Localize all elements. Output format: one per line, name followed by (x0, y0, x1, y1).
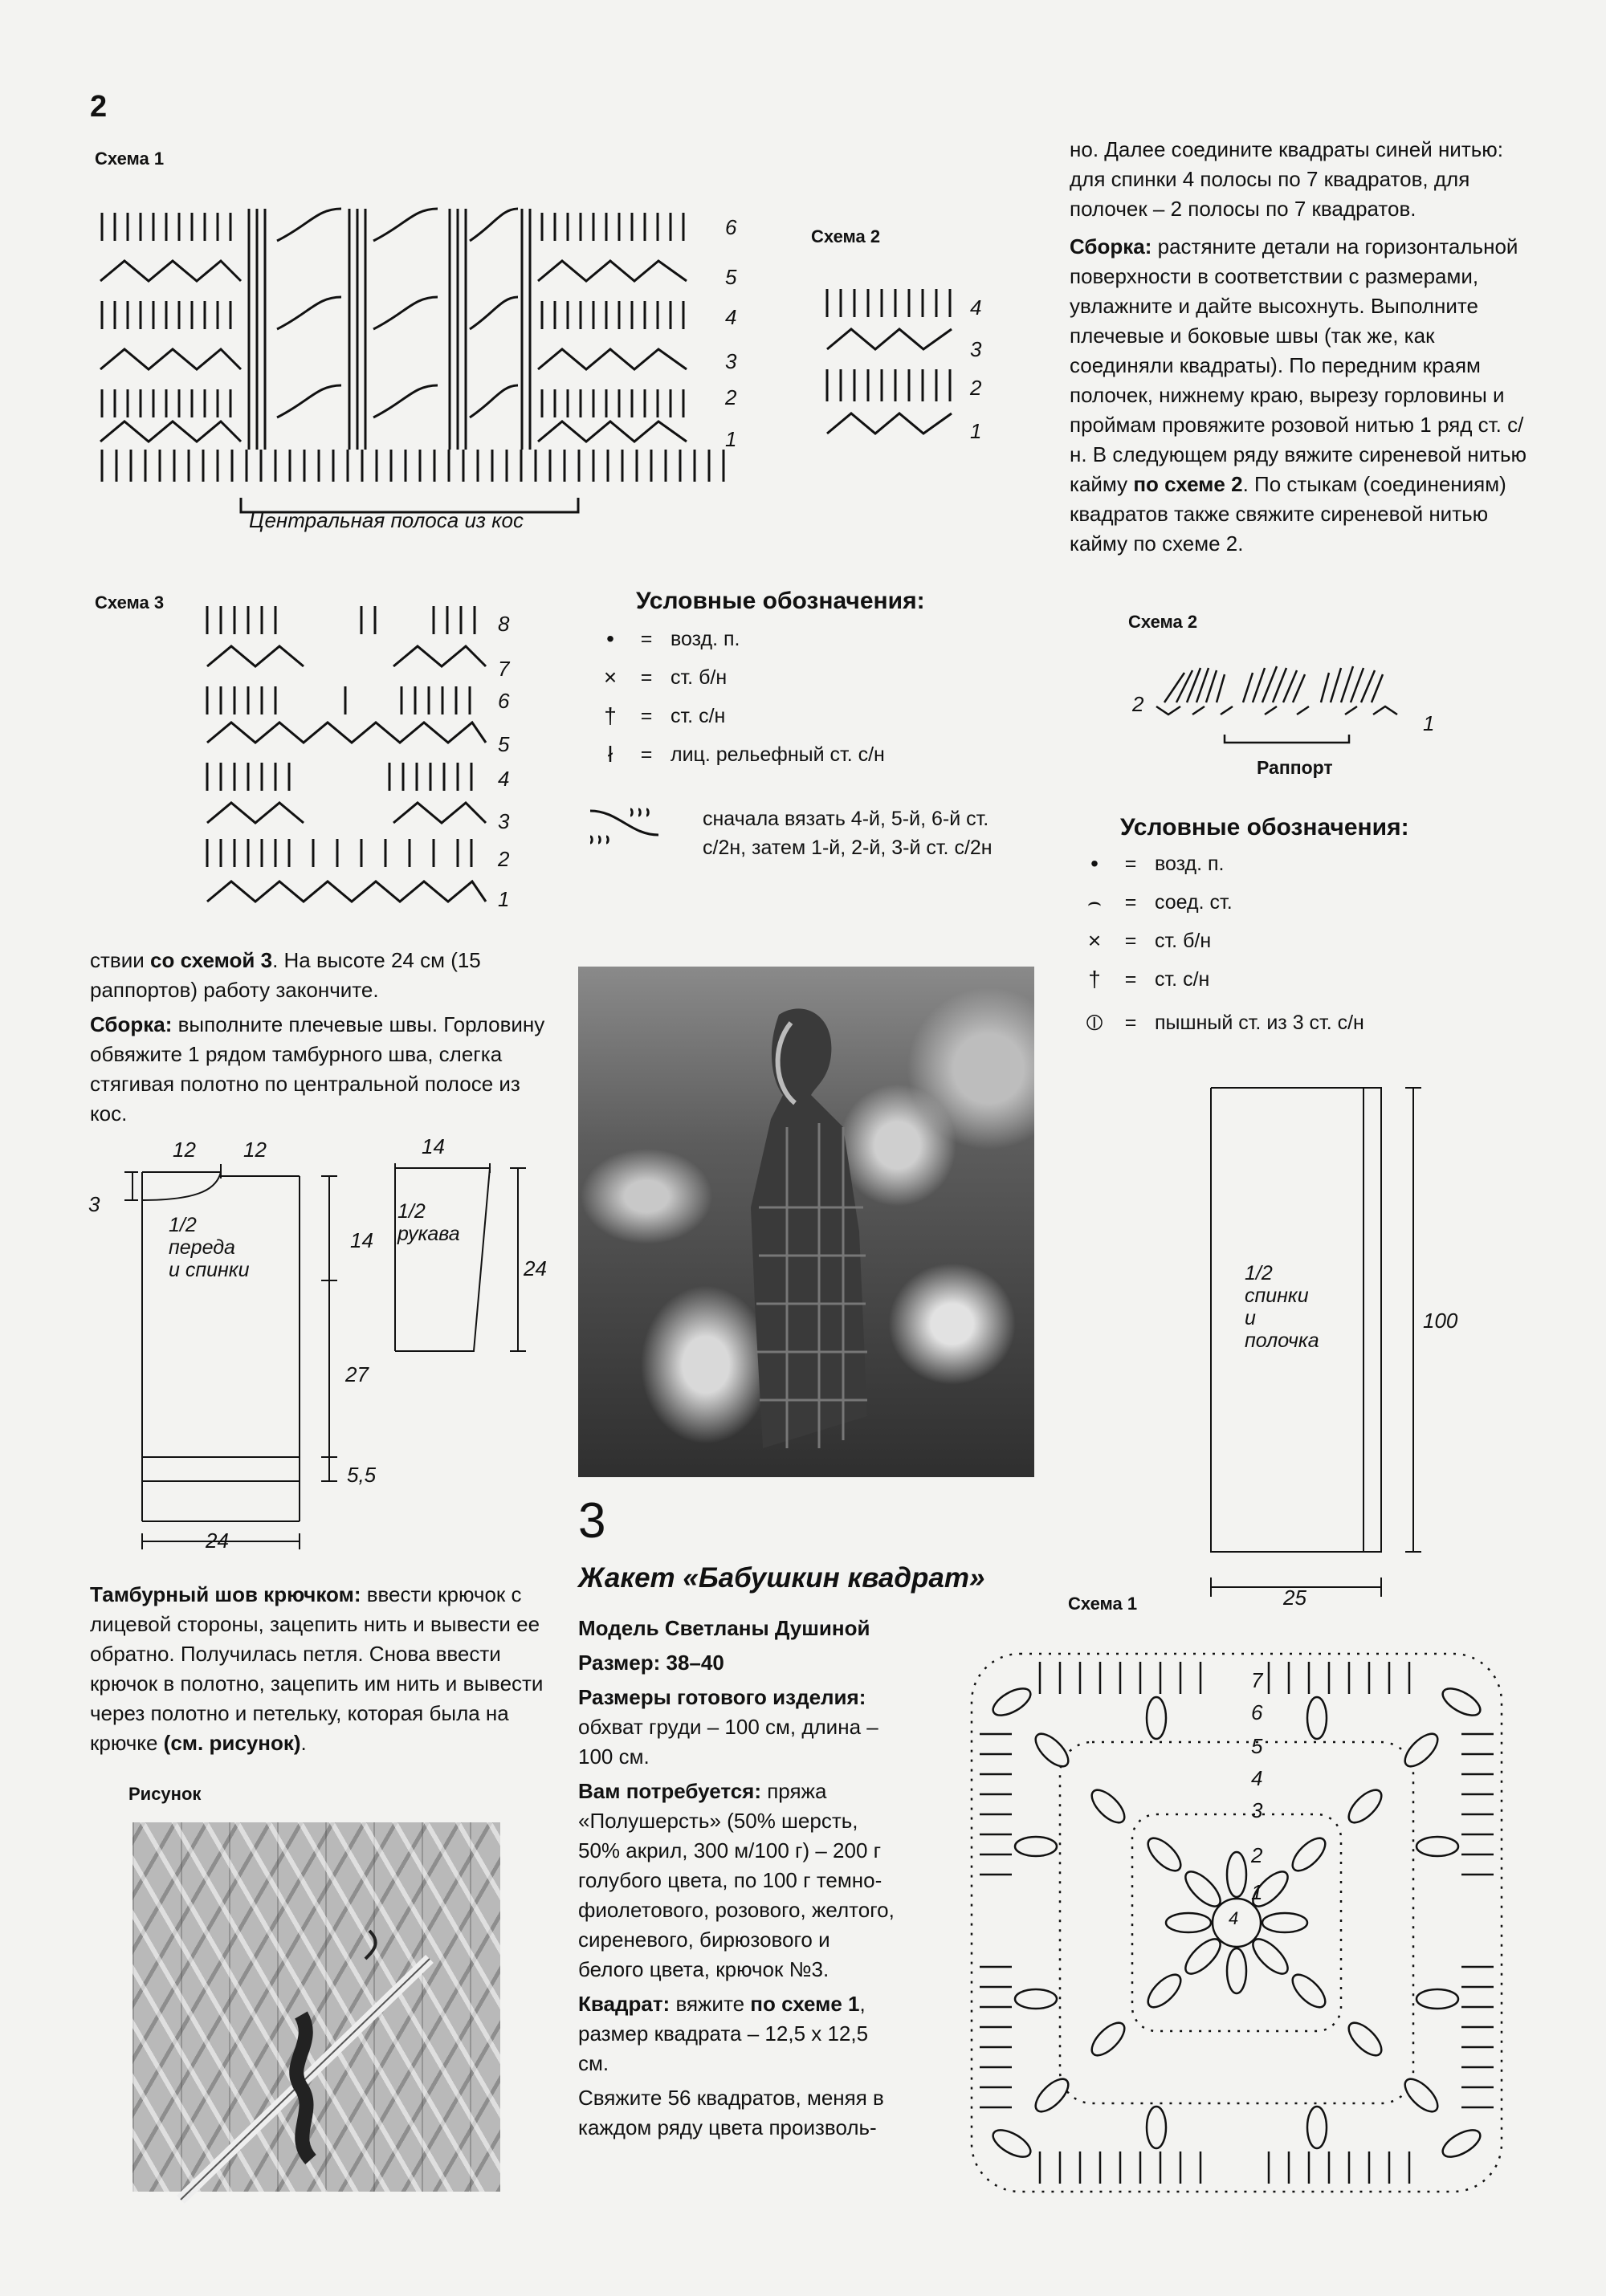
cable-icon (586, 803, 666, 851)
assembly-label-right: Сборка: (1070, 234, 1152, 259)
text-span: . (300, 1731, 307, 1755)
square-row-5: 5 (1251, 1734, 1263, 1758)
dim-armhole: 14 (350, 1228, 373, 1252)
square-row-2: 2 (1251, 1843, 1263, 1867)
text-span: . На высоте 24 см (15 раппортов) работу закончите. (90, 948, 481, 1002)
legend-right-text: ст. с/н (1155, 967, 1210, 991)
dim-length-100: 100 (1423, 1309, 1458, 1333)
scheme1-top-diagram (92, 193, 735, 514)
figure-title: Рисунок (128, 1784, 202, 1804)
materials-label: Вам потребуется: (578, 1779, 761, 1803)
square-row-4: 4 (1251, 1766, 1263, 1790)
dim-width: 24 (206, 1529, 229, 1553)
legend-left-item-chain: • = возд. п. (598, 626, 740, 652)
finished-size-label: Размеры готового изделия: (578, 1685, 866, 1709)
scheme1-ref: по схеме 1 (750, 1992, 860, 2016)
scheme2-right-row-1: 1 (1423, 711, 1435, 735)
legend-left-text: лиц. рельефный ст. с/н (671, 743, 885, 766)
scheme3-row-5: 5 (498, 732, 510, 756)
dim-hem: 5,5 (347, 1463, 377, 1487)
scheme3-title: Схема 3 (95, 592, 165, 613)
legend-right-item-slip: ⌢ = соед. ст. (1082, 889, 1233, 916)
legend-right-text: возд. п. (1155, 852, 1225, 875)
scheme2-top-row-2: 2 (970, 376, 982, 400)
right-paragraph-1: но. Далее соедините квадраты синей нитью: для спинки 4 полосы по 7 квадратов, для полочек – 2 полосы по 7 квадратов. (1070, 137, 1504, 221)
figure-ref: (см. рисунок) (163, 1731, 301, 1755)
scheme3-row-8: 8 (498, 612, 510, 636)
dim-sleeve-length: 24 (524, 1256, 547, 1280)
left-text-block (90, 946, 552, 1129)
scheme3-row-3: 3 (498, 809, 510, 833)
scheme2-right-row-2: 2 (1132, 692, 1144, 716)
finished-size-text: обхват груди – 100 см, длина – 100 см. (578, 1715, 878, 1769)
dim-body: 27 (345, 1362, 369, 1386)
scheme2-ref: по схеме 2 (1133, 472, 1243, 496)
dim-shoulder-width: 12 (243, 1138, 267, 1162)
legend-left-item-dc: † = ст. с/н (598, 703, 725, 729)
dot-icon: • (1090, 851, 1099, 876)
label-line: 1/2 (169, 1214, 197, 1236)
label-line: переда (169, 1236, 235, 1259)
label-line: 1/2 (1245, 1262, 1273, 1284)
scheme3-ref: со схемой 3 (150, 948, 273, 972)
rapport-label: Раппорт (1257, 757, 1333, 778)
legend-right-title: Условные обозначения: (1120, 814, 1409, 841)
assembly-text: выполните плечевые швы. Горловину обвяжите 1 рядом тамбурного шва, слегка стягивая полотно по центральной полосе из кос. (90, 1012, 545, 1126)
scheme2-right-diagram (1148, 658, 1421, 747)
label-line: спинки (1245, 1284, 1309, 1307)
legend-left-text: возд. п. (671, 627, 740, 650)
scheme2-top-title: Схема 2 (811, 226, 881, 246)
label-line: рукава (397, 1223, 460, 1245)
legend-left-title: Условные обозначения: (636, 588, 925, 614)
square-row-3: 3 (1251, 1798, 1263, 1822)
tambour-label: Тамбурный шов крючком: (90, 1582, 361, 1606)
legend-right-item-sc: × = ст. б/н (1082, 928, 1211, 954)
legend-right-text: пышный ст. из 3 ст. с/н (1155, 1012, 1364, 1034)
scheme1-top-row-4: 4 (725, 305, 737, 329)
label-line: и (1245, 1307, 1256, 1329)
label-line: и спинки (169, 1259, 250, 1281)
scheme2-top-row-4: 4 (970, 295, 982, 320)
model-silhouette (578, 967, 1034, 1477)
tambour-text (90, 1580, 552, 1758)
legend-left-item-relief: ł = лиц. рельефный ст. с/н (598, 742, 885, 767)
scheme3-diagram (201, 598, 498, 911)
text-span: вяжите (670, 1992, 751, 2016)
page-number: 2 (90, 90, 108, 124)
dim-sleeve-top: 14 (422, 1134, 445, 1158)
article-size: Размер: 38–40 (578, 1651, 724, 1675)
cable-description: сначала вязать 4-й, 5-й, 6-й ст. с/2н, затем 1-й, 2-й, 3-й ст. с/2н (703, 808, 993, 859)
dagger-icon: † (1088, 967, 1101, 991)
article-title: Жакет «Бабушкин квадрат» (578, 1562, 985, 1594)
crochet-hook-icon (132, 1822, 500, 2192)
back-front-label (1245, 1262, 1319, 1352)
right-text-block (1070, 135, 1529, 559)
article-body (578, 1614, 899, 2143)
model-photo (578, 967, 1034, 1477)
legend-right-item-puff: ⦶ = пышный ст. из 3 ст. с/н (1082, 1010, 1364, 1036)
article-number: 3 (578, 1493, 606, 1549)
square-label: Квадрат: (578, 1992, 671, 2016)
pattern-front-back (88, 1156, 377, 1533)
text-span: . По стыкам (соединениям) квадратов также свяжите сиреневой нитью кайму по схеме 2. (1070, 472, 1506, 556)
legend-left-item-sc: × = ст. б/н (598, 665, 727, 690)
scheme1-top-row-1: 1 (725, 427, 737, 451)
scheme2-top-row-1: 1 (970, 419, 982, 443)
text-span: , размер квадрата – 12,5 х 12,5 см. (578, 1992, 869, 2075)
scheme1-top-row-3: 3 (725, 349, 737, 373)
dot-icon: • (606, 626, 614, 651)
dim-neck-width: 12 (173, 1138, 196, 1162)
scheme1-top-row-6: 6 (725, 215, 737, 239)
square-row-6: 6 (1251, 1700, 1263, 1724)
puff-stitch-icon: ⦶ (1086, 1010, 1103, 1035)
scheme3-row-1: 1 (498, 887, 510, 911)
scheme3-row-2: 2 (498, 847, 510, 871)
scheme3-row-7: 7 (498, 657, 510, 681)
scheme2-right-title: Схема 2 (1128, 612, 1198, 632)
continuation-text: Свяжите 56 квадратов, меняя в каждом ряду цвета произволь- (578, 2086, 884, 2139)
scheme2-top-row-3: 3 (970, 337, 982, 361)
tambour-body: ввести крючок с лицевой стороны, зацепить нить и вывести ее обратно. Получилась петля. Снова ввести крючок в полотно, зацепить им нить и вывести через полотно и петельку, которая была на крючке (90, 1582, 544, 1755)
legend-left-text: ст. б/н (671, 666, 728, 689)
scheme1-top-row-5: 5 (725, 265, 737, 289)
square-center-number: 4 (1229, 1908, 1239, 1928)
square-row-1: 1 (1251, 1880, 1263, 1904)
front-back-label (169, 1214, 249, 1281)
central-strip-label: Центральная полоса из кос (249, 508, 524, 532)
dagger-icon: † (604, 703, 617, 728)
materials-text: пряжа «Полушерсть» (50% шерсть, 50% акрил, 300 м/100 г) – 200 г голубого цвета, по 100 г темно-фиолетового, розового, желтого, сиреневого, бирюзового и белого цвета, крючок №3. (578, 1779, 895, 1981)
scheme3-row-4: 4 (498, 767, 510, 791)
relief-stitch-icon: ł (607, 742, 613, 767)
cross-icon: × (603, 665, 618, 690)
scheme3-row-6: 6 (498, 689, 510, 713)
label-line: 1/2 (397, 1200, 426, 1223)
square-row-7: 7 (1251, 1668, 1263, 1692)
legend-right-text: соед. ст. (1155, 891, 1233, 914)
scheme1-bottom-title: Схема 1 (1068, 1594, 1138, 1614)
article-author: Модель Светланы Душиной (578, 1616, 870, 1640)
slip-stitch-icon: ⌢ (1086, 889, 1103, 914)
legend-right-item-chain: • = возд. п. (1082, 851, 1225, 877)
label-line: полочка (1245, 1329, 1319, 1352)
assembly-text-right: растяните детали на горизонтальной поверхности в соответствии с размерами, увлажните и дайте высохнуть. Выполните плечевые и боковые швы (так же, как соединяли квадраты). По передним краям полочек, нижнему краю, вырезу горловины и проймам провяжите розовой нитью 1 ряд ст. с/н. В следующем ряду вяжите сиреневой нитью кайму (1070, 234, 1527, 496)
legend-right-item-dc: † = ст. с/н (1082, 967, 1209, 992)
dim-neck-depth: 3 (88, 1192, 100, 1216)
dim-width-25: 25 (1283, 1586, 1306, 1610)
legend-left-text: ст. с/н (671, 704, 726, 727)
scheme1-top-row-2: 2 (725, 385, 737, 409)
legend-right-text: ст. б/н (1155, 929, 1212, 952)
assembly-label: Сборка: (90, 1012, 173, 1036)
sleeve-label (397, 1200, 460, 1245)
cross-icon: × (1087, 928, 1102, 953)
text-span: ствии (90, 948, 150, 972)
scheme2-top-diagram (823, 281, 968, 442)
scheme1-top-title: Схема 1 (95, 149, 165, 169)
